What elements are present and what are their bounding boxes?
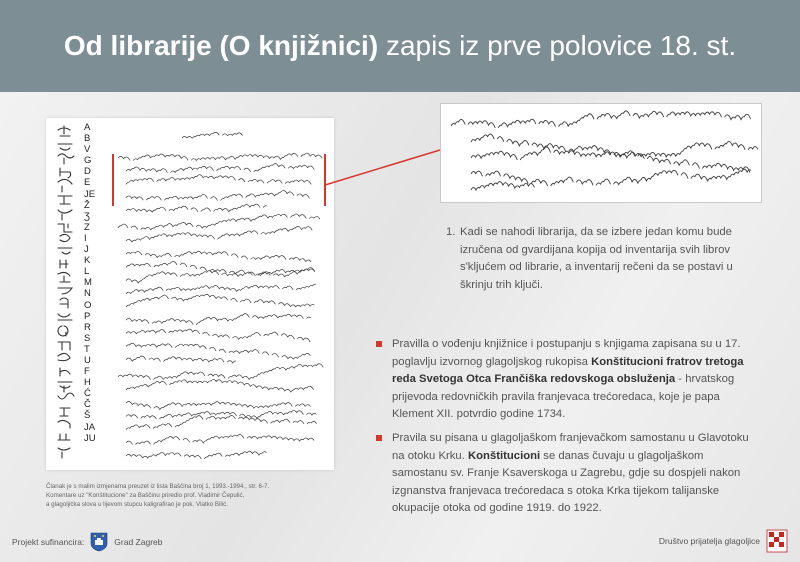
title-light: zapis iz prve polovice 18. st.: [385, 30, 737, 61]
alphabet-letter: Z: [84, 221, 90, 233]
bullet-item: [376, 336, 756, 424]
alphabet-letter: D: [84, 166, 91, 178]
project-label: Projekt sufinancira:: [12, 537, 85, 547]
zoomed-handwriting: [441, 104, 761, 202]
alphabet-letter: JA: [84, 421, 96, 433]
highlight-bracket-left: [112, 154, 114, 206]
bullet-text: Pravila su pisana u glagoljaškom franjevačkom samostanu u Glavotoku na otoku Krku. Konštitucioni se danas čuvaju u glagoljaškom samostanu sv. Franje Ksaverskoga u Zagrebu, gdje su dospjeli nakon izgnanstva franjevaca trećoredaca s otoka Krka tijekom talijanske okupacije otoka od godine 1919. do 1922.: [392, 432, 749, 515]
society-logo-icon: [766, 529, 788, 553]
zoomed-excerpt: [440, 103, 762, 203]
bullet-square: [376, 341, 382, 347]
credit-line: Članak je s malim izmjenama preuzet iz lista Baščina broj 1, 1993.-1994., str. 6-7.: [46, 483, 270, 490]
credit-line: a glagoljička slova u lijevom stupcu kaligrafirao je pok. Vlatko Bilić.: [46, 501, 228, 508]
alphabet-letter: N: [84, 288, 91, 300]
manuscript-page: [46, 118, 334, 470]
alphabet-letter: B: [84, 133, 91, 145]
highlight-bracket-right: [324, 154, 326, 206]
alphabet-letter: JE: [84, 188, 96, 200]
alphabet-letter: I: [84, 232, 87, 244]
bullet-item: [376, 430, 756, 518]
manuscript-handwriting: [112, 124, 328, 464]
bullet-text: Pravilla o vođenju knjižnice i postupanju s knjigama zapisana su u 17. poglavlju izvornog glagoljskog rukopisa Konštitucioni fratrov tretoga reda Svetoga Otca Frančiška redovskoga obsluženja - hrvatskog prijevoda redovničkih pravila franjevaca trećoredaca, koje je papa Klement XII. potvrdio godine 1734.: [392, 338, 744, 421]
item-number: 1.: [446, 226, 456, 238]
bullet-square: [376, 435, 382, 441]
alphabet-letter: M: [84, 277, 92, 289]
credit-line: Komentare uz "Konštitucione" za Baščinu priredio prof. Vladimir Čepulić,: [46, 492, 245, 499]
alphabet-letter: R: [84, 321, 91, 333]
alphabet-letter: A: [84, 122, 91, 133]
footer-society: [659, 529, 788, 553]
alphabet-letter: V: [84, 144, 91, 156]
alphabet-letter: Š: [84, 410, 91, 422]
glagolitic-letters-column: [52, 124, 82, 464]
city-name: Grad Zagreb: [114, 537, 163, 547]
zagreb-coat-of-arms-icon: [90, 532, 108, 552]
footer-sponsor: [12, 532, 163, 552]
alphabet-letter: Ć: [84, 388, 91, 400]
alphabet-letter: S: [84, 332, 91, 344]
alphabet-letter: E: [84, 177, 91, 189]
page-title: [64, 30, 736, 62]
latin-alphabet-column: [84, 122, 110, 444]
alphabet-letter: J: [84, 244, 89, 256]
translation-text: Kadi se nahodi librarija, da se izbere jedan komu bude izručena od gvardijana kopija od inventarija svih librov s'kljućem od librarie, a inventarij rečeni da se postavi u škrinju trih ključi.: [460, 226, 733, 291]
alphabet-letter: L: [84, 266, 90, 278]
alphabet-letter: Č: [84, 399, 91, 411]
alphabet-letter: P: [84, 310, 91, 322]
alphabet-letter: G: [84, 155, 92, 167]
alphabet-letter: Ʒ: [84, 210, 90, 222]
alphabet-letter: H: [84, 377, 91, 389]
alphabet-letter: JU: [84, 432, 96, 444]
alphabet-letter: Ž: [84, 199, 90, 211]
alphabet-letter: K: [84, 255, 91, 267]
alphabet-letter: O: [84, 299, 92, 311]
page-header: [0, 0, 800, 92]
alphabet-letter: U: [84, 354, 91, 366]
title-bold: Od librarije (O knjižnici): [63, 30, 379, 61]
alphabet-letter: T: [84, 343, 90, 355]
source-credit: [46, 482, 346, 509]
society-name: Društvo prijatelja glagoljice: [658, 536, 760, 546]
numbered-translation: [446, 224, 756, 294]
alphabet-letter: F: [84, 366, 90, 378]
